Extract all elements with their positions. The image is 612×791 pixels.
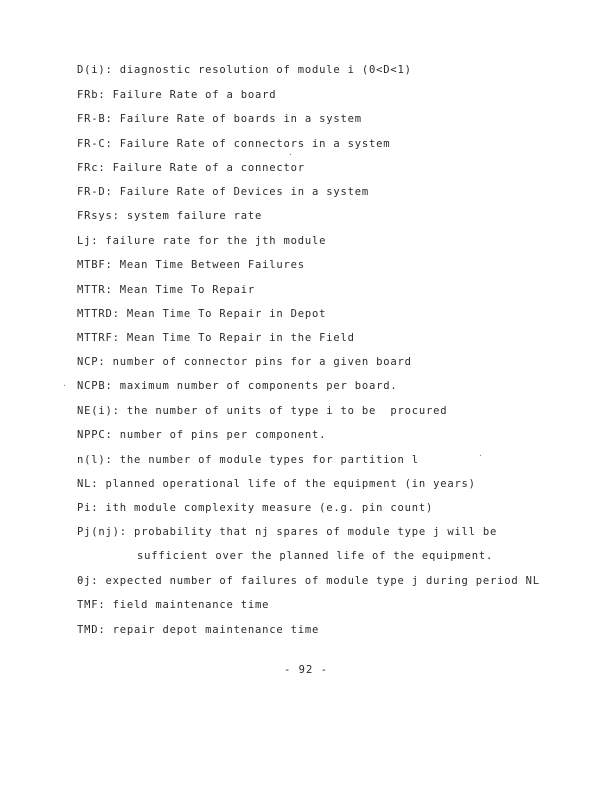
definition-mtbf: MTBF: Mean Time Between Failures xyxy=(77,259,305,271)
definition-mttr: MTTR: Mean Time To Repair xyxy=(77,284,256,296)
definition-d-i: D(i): diagnostic resolution of module i (0<D<1) xyxy=(77,64,412,76)
definition-frc: FRc: Failure Rate of a connector xyxy=(77,162,305,174)
definition-fr-b: FR-B: Failure Rate of boards in a system xyxy=(77,113,362,125)
definition-tmf: TMF: field maintenance time xyxy=(77,599,270,611)
definition-mttrd: MTTRD: Mean Time To Repair in Depot xyxy=(77,308,327,320)
scan-speck: · xyxy=(62,381,67,390)
scan-speck: · xyxy=(288,150,293,159)
definition-tmd: TMD: repair depot maintenance time xyxy=(77,624,320,636)
definition-ncp: NCP: number of connector pins for a given board xyxy=(77,356,412,368)
definition-lj: Lj: failure rate for the jth module xyxy=(77,235,327,247)
definition-n-l: n(l): the number of module types for partition l xyxy=(77,454,419,466)
definition-fr-d: FR-D: Failure Rate of Devices in a system xyxy=(77,186,369,198)
definition-fr-c: FR-C: Failure Rate of connectors in a system xyxy=(77,138,391,150)
definition-pj-nj-continued: sufficient over the planned life of the equipment. xyxy=(137,550,494,562)
definition-theta-j: θj: expected number of failures of module type j during period NL xyxy=(77,575,540,587)
definition-pj-nj: Pj(nj): probability that nj spares of module type j will be xyxy=(77,526,498,538)
definition-nppc: NPPC: number of pins per component. xyxy=(77,429,327,441)
definition-ncpb: NCPB: maximum number of components per board. xyxy=(77,380,398,392)
definition-ne-i: NE(i): the number of units of type i to be procured xyxy=(77,405,448,417)
page-number: - 92 - xyxy=(284,664,328,676)
definition-frb: FRb: Failure Rate of a board xyxy=(77,89,277,101)
definition-nl: NL: planned operational life of the equipment (in years) xyxy=(77,478,476,490)
scan-speck: · xyxy=(478,451,483,460)
definition-mttrf: MTTRF: Mean Time To Repair in the Field xyxy=(77,332,355,344)
definition-pi: Pi: ith module complexity measure (e.g. pin count) xyxy=(77,502,434,514)
definition-frsys: FRsys: system failure rate xyxy=(77,210,263,222)
